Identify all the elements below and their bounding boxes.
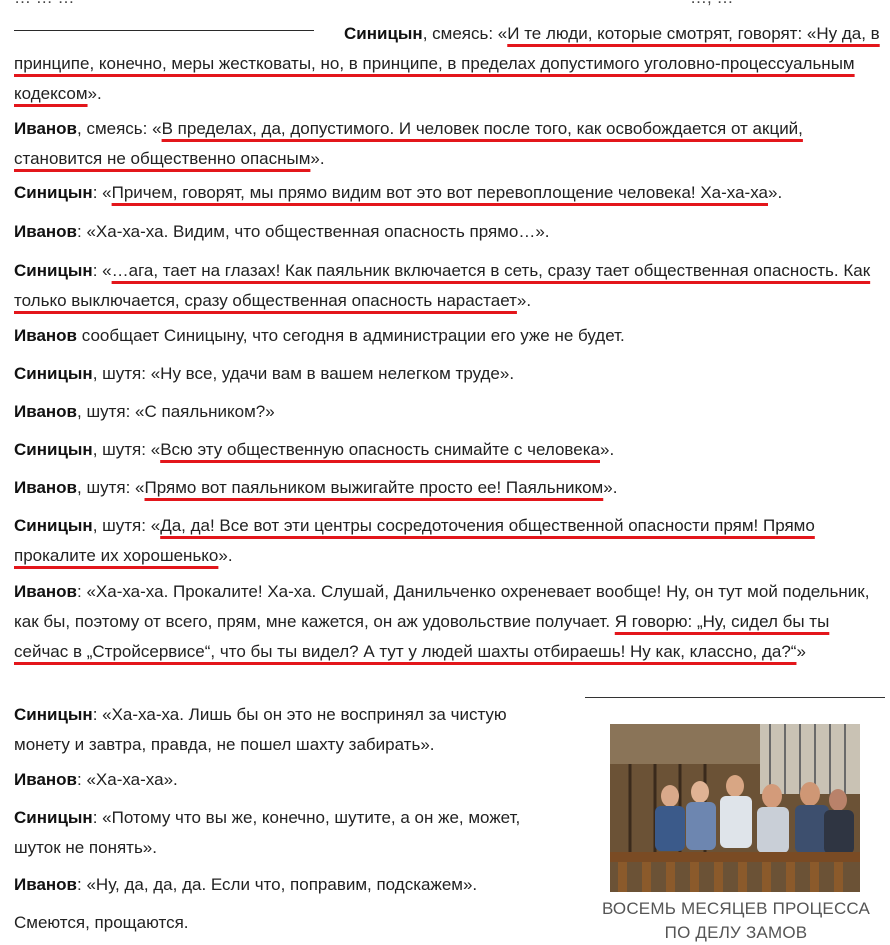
speaker-name: Иванов (14, 770, 78, 789)
transcript-paragraph-6: Иванов сообщает Синицыну, что сегодня в администрации его уже не будет. (14, 326, 625, 345)
transcript-paragraph-12: Иванов: «Ха-ха-ха. Прокалите! Ха-ха. Слушай, Данильченко охреневает вообще! Ну, он тут мой подельник, как бы, поэтому от всего, прям, мне кажется, он аж удовольствие получает. Я говорю: „Ну, сидел бы ты сейчас в „Стройсервисе“, что бы ты видел? А тут у людей шахты отбираешь! Ну как, классно, да?“» (14, 582, 870, 661)
highlighted-quote: Да, да! Все вот эти центры сосредоточения общественной опасности прям! Прямо прокалите их хорошенько (14, 516, 815, 565)
speaker-name: Иванов (14, 875, 78, 894)
transcript-paragraph-11: Синицын, шутя: «Да, да! Все вот эти центры сосредоточения общественной опасности прям! Прямо прокалите их хорошенько». (14, 516, 815, 565)
speaker-name: Иванов (14, 402, 78, 421)
cut-off-text-top-right (690, 0, 733, 8)
transcript-paragraph-14: Иванов: «Ха-ха-ха». (14, 770, 178, 789)
highlighted-quote: В пределах, да, допустимого. И человек после того, как освобождается от акций, становится не общественно опасным (14, 119, 803, 168)
highlighted-quote: Всю эту общественную опасность снимайте с человека (160, 440, 600, 459)
transcript-paragraph-16: Иванов: «Ну, да, да, да. Если что, поправим, подскажем». (14, 875, 478, 894)
highlighted-quote: Я говорю: „Ну, сидел бы ты сейчас в „Стройсервисе“, что бы ты видел? А тут у людей шахты отбираешь! Ну как, классно, да?“ (14, 612, 830, 661)
speaker-name: Иванов (14, 326, 78, 345)
speaker-name: Иванов (14, 478, 78, 497)
transcript-paragraph-13: Синицын: «Ха-ха-ха. Лишь бы он это не воспринял за чистую монету и завтра, правда, не пошел шахту забирать». (14, 705, 507, 754)
transcript-paragraph-7: Синицын, шутя: «Ну все, удачи вам в вашем нелегком труде». (14, 364, 515, 383)
highlighted-quote: Прямо вот паяльником выжигайте просто ее! Паяльником (144, 478, 604, 497)
speaker-name: Синицын (344, 24, 423, 43)
speaker-name: Синицын (14, 440, 93, 459)
transcript-paragraph-5: Синицын: «…ага, тает на глазах! Как паяльник включается в сеть, сразу тает общественная опасность. Как только выключается, сразу общественная опасность нарастает». (14, 261, 871, 310)
related-article-photo[interactable] (610, 724, 860, 892)
speaker-name: Синицын (14, 808, 93, 827)
highlighted-quote: Причем, говорят, мы прямо видим вот это вот перевоплощение человека! Ха-ха-ха (111, 183, 768, 202)
transcript-paragraph-2: Иванов, смеясь: «В пределах, да, допустимого. И человек после того, как освобождается от акций, становится не общественно опасным». (14, 119, 803, 168)
related-article-title[interactable]: ВОСЕМЬ МЕСЯЦЕВ ПРОЦЕССА ПО ДЕЛУ ЗАМОВ (601, 899, 871, 942)
highlighted-quote: И те люди, которые смотрят, говорят: «Ну да, в принципе, конечно, меры жестковаты, но, в принципе, в пределах допустимого уголовно-процессуальным кодексом (14, 24, 880, 103)
transcript-paragraph-4: Иванов: «Ха-ха-ха. Видим, что общественная опасность прямо…». (14, 222, 550, 241)
related-card-divider (585, 697, 885, 698)
transcript-paragraph-15: Синицын: «Потому что вы же, конечно, шутите, а он же, может, шуток не понять». (14, 808, 521, 857)
transcript-paragraph-10: Иванов, шутя: «Прямо вот паяльником выжигайте просто ее! Паяльником». (14, 478, 618, 497)
speaker-name: Синицын (14, 516, 93, 535)
cut-off-text-top (14, 0, 314, 8)
speaker-name: Синицын (14, 261, 93, 280)
transcript-paragraph-17: Смеются, прощаются. (14, 913, 189, 932)
speaker-name: Синицын (14, 705, 93, 724)
speaker-name: Иванов (14, 222, 78, 241)
highlighted-quote: …ага, тает на глазах! Как паяльник включается в сеть, сразу тает общественная опасность. Как только выключается, сразу общественная опасность нарастает (14, 261, 871, 310)
speaker-name: Иванов (14, 582, 78, 601)
speaker-name: Синицын (14, 183, 93, 202)
courtroom-photo-icon (610, 724, 860, 892)
speaker-name: Иванов (14, 119, 78, 138)
transcript-paragraph-8: Иванов, шутя: «С паяльником?» (14, 402, 275, 421)
transcript-paragraph-1: Синицын, смеясь: «И те люди, которые смотрят, говорят: «Ну да, в принципе, конечно, меры жестковаты, но, в принципе, в пределах допустимого уголовно-процессуальным кодексом». (14, 24, 880, 103)
speaker-name: Синицын (14, 364, 93, 383)
transcript-paragraph-3: Синицын: «Причем, говорят, мы прямо видим вот это вот перевоплощение человека! Ха-ха-ха». (14, 183, 783, 202)
transcript-paragraph-9: Синицын, шутя: «Всю эту общественную опасность снимайте с человека». (14, 440, 615, 459)
